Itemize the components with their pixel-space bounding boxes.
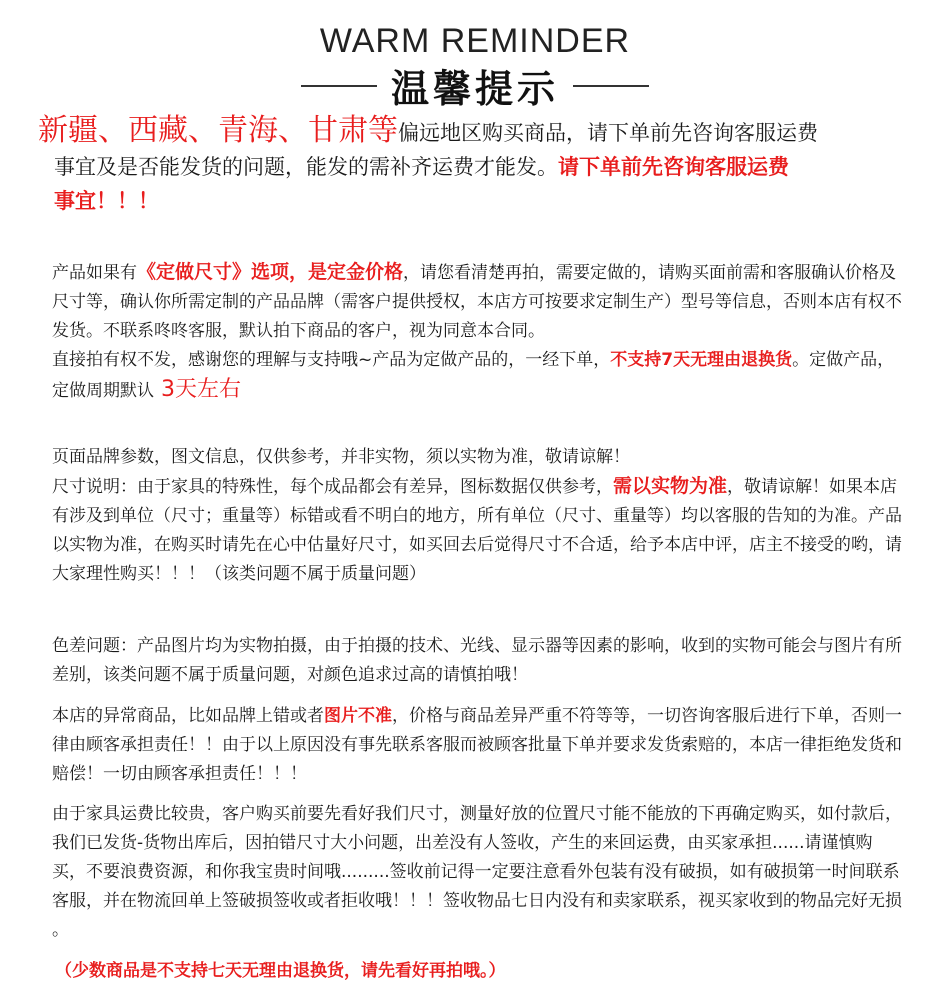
p5-image-inaccurate: 图片不准 — [324, 706, 392, 726]
left-rule — [301, 85, 377, 87]
intro-line2-red: 请下单前先咨询客服运费 — [558, 155, 789, 179]
p5-a: 本店的异常商品，比如品牌上错或者 — [52, 706, 324, 726]
shipping-paragraph: 由于家具运费比较贵，客户购买前要先看好我们尺寸，测量好放的位置尺寸能不能放的下再确定购买，如付款后，我们已发货-货物出库后，因拍错尺寸大小问题，出差没有人签收，产生的来回运费，由买家承担......请谨慎购买，不要浪费资源，和你我宝贵时间哦.........签收前记得一定要注意看外包装有没有破损，如有破损第一时间联系客服，并在物流回单上签破损签收或者拒收哦！！！签收物品七日内没有和卖家联系，视买家收到的物品完好无损 。 — [52, 804, 902, 940]
custom-size-paragraph — [52, 258, 902, 406]
intro-line3-red: 事宜！！！ — [54, 189, 159, 213]
p5-c: ，价格与商品差异严重不符等等，一切咨询客服后进行下单，否则一律由顾客承担责任！！由于以上原因没有事先联系客服而被顾客批量下单并要求发货索赔的，本店一律拒绝发货和赔偿！一切由顾客承担责任！！！ — [52, 706, 902, 784]
intro-line2-block — [38, 150, 908, 218]
color-difference-paragraph: 色差问题：产品图片均为实物拍摄，由于拍摄的技术、光线、显示器等因素的影响，收到的实物可能会与图片有所差别，该类问题不属于质量问题，对颜色追求过高的请慎拍哦！ — [52, 636, 902, 685]
intro-line1-rest: 偏远地区购买商品，请下单前先咨询客服运费 — [398, 121, 818, 145]
p1-f: 。定做产品，定做周期默认 — [52, 350, 895, 401]
header-english-title: WARM REMINDER — [319, 22, 631, 60]
p3-c: ，敬请谅解！如果本店有涉及到单位（尺寸；重量等）标错或看不明白的地方，所有单位（尺寸、重量等）均以客服的告知的为准。产品以实物为准，在购买时请先在心中估量好尺寸，如买回去后觉得尺寸不合适，给予本店中评，店主不接受的哟，请大家理性购买！！！（该类问题不属于质量问题） — [52, 477, 902, 584]
right-rule — [573, 85, 649, 87]
abnormal-goods-paragraph — [52, 702, 902, 789]
header-chinese-title: 温馨提示 — [390, 67, 559, 111]
p3-a: 尺寸说明：由于家具的特殊性，每个成品都会有差异，图标数据仅供参考， — [52, 477, 613, 497]
p3-actual-note: 需以实物为准 — [613, 475, 728, 497]
intro-paragraph — [38, 114, 908, 218]
intro-regions: 新疆、西藏、青海、甘肃等 — [38, 113, 398, 148]
bottom-note: （少数商品是不支持七天无理由退换货，请先看好再拍哦。） — [55, 961, 506, 981]
p1-c: ，请您看清楚再拍，需要定做的，请购买面前需和客服确认价格及尺寸等，确认你所需定制的产品品牌（需客户提供授权，本店方可按要求定制生产）型号等信息，否则本店有权不发货。不联系咚咚客服，默认拍下商品的客户，视为同意本合同。 — [52, 263, 902, 341]
p1-a: 产品如果有 — [52, 263, 137, 283]
intro-line2: 事宜及是否能发货的问题，能发的需补齐运费才能发。 — [54, 155, 558, 179]
size-description-paragraph — [52, 472, 902, 589]
p1-d: 直接拍有权不发，感谢您的理解与支持哦~产品为定做产品的，一经下单， — [52, 350, 611, 370]
header-chinese-row — [0, 58, 950, 113]
p1-no-return: 不支持7天无理由退换货 — [610, 350, 793, 370]
reference-paragraph: 页面品牌参数，图文信息，仅供参考，并非实物，须以实物为准，敬请谅解！ — [52, 447, 630, 467]
p1-period: 3天左右 — [154, 377, 241, 402]
p1-deposit-note: 《定做尺寸》选项，是定金价格 — [137, 261, 404, 283]
